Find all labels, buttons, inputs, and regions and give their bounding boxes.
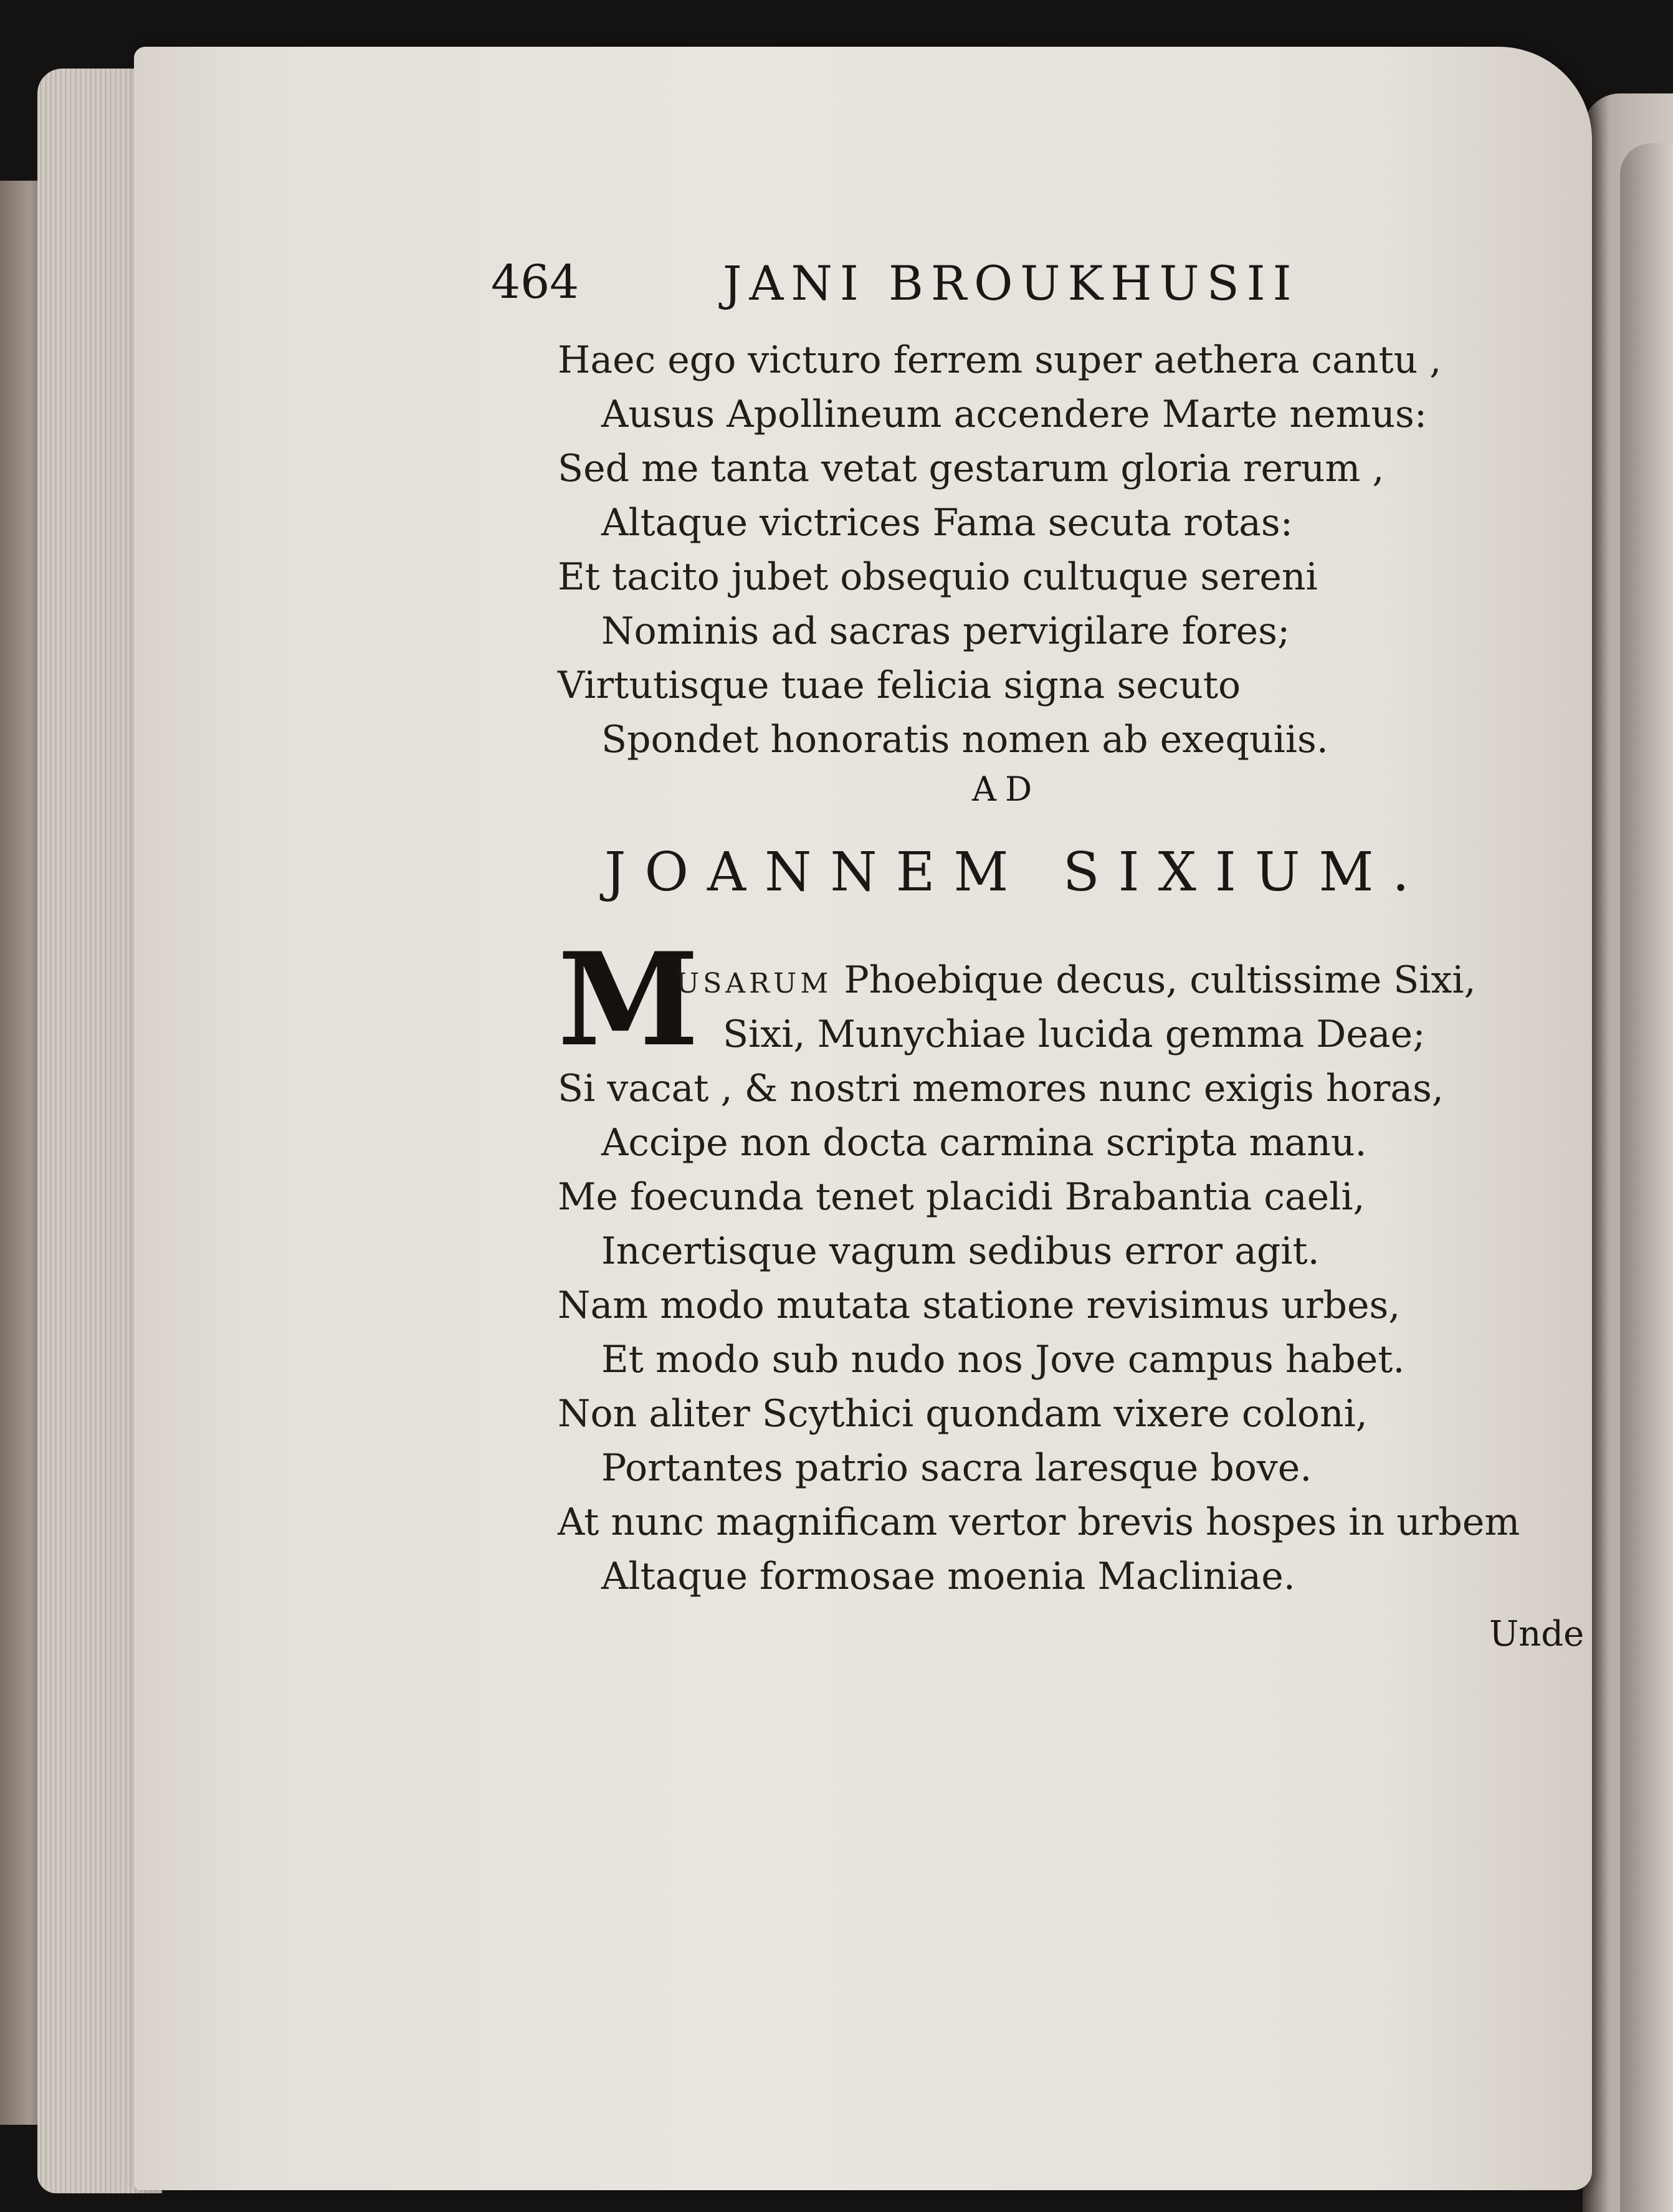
poem-1-verse-line: Haec ego victuro ferrem super aethera cantu ,	[558, 338, 1442, 382]
poem-2-verse-line: Et modo sub nudo nos Jove campus habet.	[601, 1338, 1405, 1381]
catchword: Unde	[1489, 1614, 1585, 1654]
poem-2-verse-line: Accipe non docta carmina scripta manu.	[601, 1121, 1367, 1165]
poem-1-verse-line: Nominis ad sacras pervigilare fores;	[601, 609, 1290, 653]
poem-2-verse-line: Incertisque vagum sedibus error agit.	[601, 1229, 1320, 1273]
drop-cap-initial: M	[558, 925, 699, 1075]
running-title: JANI BROUKHUSII	[723, 255, 1299, 311]
poem-2-verse	[558, 1008, 1520, 1604]
first-line-rest: Phoebique decus, cultissime Sixi,	[832, 958, 1476, 1002]
poem-2-verse-line: Altaque formosae moenia Macliniae.	[601, 1555, 1295, 1598]
poem-1-verse	[558, 333, 1441, 767]
poem-2-verse-line: Non aliter Scythici quondam vixere coloni,	[558, 1392, 1368, 1436]
poem-2-first-line	[676, 953, 1476, 1008]
poem-2-verse-line: Nam modo mutata statione revisimus urbes,	[558, 1284, 1401, 1327]
poem-2-verse-line: Si vacat , & nostri memores nunc exigis horas,	[558, 1067, 1444, 1110]
poem-1-verse-line: Virtutisque tuae felicia signa secuto	[558, 664, 1241, 707]
poem-2-verse-line: Sixi, Munychiae lucida gemma Deae;	[723, 1013, 1426, 1056]
facing-page-curl	[1620, 143, 1673, 2212]
poem-1-verse-line: Ausus Apollineum accendere Marte nemus:	[601, 393, 1428, 436]
poem-1-verse-line: Et tacito jubet obsequio cultuque sereni	[558, 555, 1318, 599]
poem-1-verse-line: Sed me tanta vetat gestarum gloria rerum ,	[558, 447, 1385, 490]
poem-2-dedication-ad: AD	[972, 770, 1041, 809]
page-number: 464	[491, 255, 579, 309]
first-word-small-caps: USARUM	[676, 968, 832, 999]
poem-2-verse-line: Me foecunda tenet placidi Brabantia caeli,	[558, 1175, 1365, 1219]
poem-1-verse-line: Spondet honoratis nomen ab exequiis.	[601, 718, 1328, 761]
poem-1-verse-line: Altaque victrices Fama secuta rotas:	[601, 501, 1293, 545]
poem-2-title: JOANNEM SIXIUM.	[604, 841, 1428, 903]
poem-2-verse-line: At nunc magnificam vertor brevis hospes in urbem	[558, 1500, 1520, 1544]
poem-2-verse-line: Portantes patrio sacra laresque bove.	[601, 1446, 1312, 1490]
